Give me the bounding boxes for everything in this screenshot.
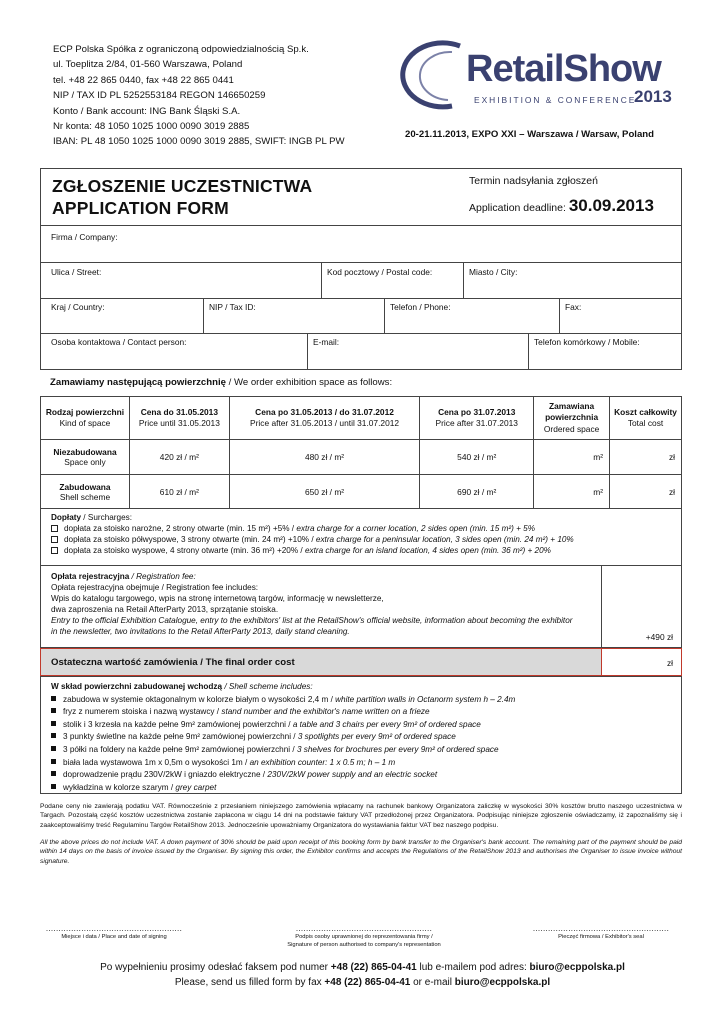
list-item	[51, 694, 671, 707]
surcharge-item	[51, 534, 671, 545]
order-heading-en: / We order exhibition space as follows:	[225, 377, 393, 388]
field-fax[interactable]: Fax:	[565, 302, 582, 312]
field-phone[interactable]: Telefon / Phone:	[390, 302, 451, 312]
bullet-icon	[51, 746, 56, 751]
ordered-space-input[interactable]: m²	[534, 475, 610, 509]
seal-label: Pieczęć firmowa / Exhibitor's seal	[558, 934, 644, 940]
header-ordered-en: Ordered space	[543, 423, 600, 434]
contact-grid	[40, 226, 682, 370]
registration-line: dwa zaproszenia na Retail AfterParty 2013, sprzątanie stoiska.	[51, 605, 279, 614]
shell-item-pl: stolik i 3 krzesła na każde pełne 9m² zamówionej powierzchni /	[63, 719, 293, 729]
shell-item-pl: doprowadzenie prądu 230V/2kW i gniazdo elektryczne /	[63, 770, 268, 780]
deadline-label-pl: Termin nadsyłania zgłoszeń	[469, 175, 598, 187]
list-item	[51, 731, 671, 744]
header-price1-pl: Cena do 31.05.2013	[140, 406, 218, 417]
header-price2-pl: Cena po 31.05.2013 / do 31.07.2012	[255, 406, 394, 417]
price-table-header	[41, 397, 682, 440]
header-price3-en: Price after 31.07.2013	[435, 418, 518, 428]
price-cell: 480 zł / m²	[229, 440, 420, 475]
signature-label-en: Signature of person authorised to company's representation	[287, 942, 441, 948]
row-kind-en: Shell scheme	[59, 491, 111, 502]
form-title-en: APPLICATION FORM	[52, 198, 229, 218]
surcharge-item	[51, 523, 671, 534]
surcharge-pl: dopłata za stoisko półwyspowe, 3 strony otwarte (min. 24 m²) +10% /	[64, 535, 316, 544]
footer-email[interactable]: biuro@ecppolska.pl	[454, 977, 551, 988]
field-tax-id[interactable]: NIP / Tax ID:	[209, 302, 256, 312]
total-cost-input[interactable]: zł	[610, 475, 682, 509]
shell-item-en: 230V/2kW power supply and an electric socket	[267, 770, 438, 780]
bullet-icon	[51, 721, 56, 726]
signature-place-date-label: Miejsce i data / Place and date of signing	[61, 934, 167, 940]
surcharge-checkbox[interactable]	[51, 525, 58, 532]
registration-fee-value: +490 zł	[645, 632, 673, 642]
list-item	[51, 719, 671, 732]
shell-scheme-section	[40, 676, 682, 794]
registration-title-pl: Opłata rejestracyjna	[51, 572, 130, 581]
list-item	[51, 706, 671, 719]
price-cell: 610 zł / m²	[129, 475, 229, 509]
surcharges-section	[40, 509, 682, 566]
signature-place-date[interactable]	[40, 925, 188, 941]
shell-item-en: grey carpet	[175, 782, 217, 792]
company-line: NIP / TAX ID PL 5252553184 REGON 146650259	[53, 90, 266, 102]
shell-item-pl: 3 punkty świetlne na każde pełne 9m² zamówionej powierzchni /	[63, 732, 298, 742]
price-table	[40, 396, 682, 509]
bullet-icon	[51, 733, 56, 738]
terms-note-pl: Podane ceny nie zawierają podatku VAT. Równocześnie z przesłaniem niniejszego zamówienia wpłacamy na rachunek bankowy Organizatora zaliczkę w wysokości 30% kosztów brutto naszego uczestnictwa w Targach. Pozostałą część kosztów uczestnictwa zostanie zapłacona w ciągu 14 dni na podstawie faktury VAT przedłożonej przez Organizatora. Podpisując niniejsze zgłoszenie oświadczamy, iż zapoznaliśmy się i zaakceptowaliśmy treść Regulaminu Targów RetailShow 2013. Jednocześnie upoważniamy Organizatora do wystawiania faktur VAT bez naszego podpisu.	[40, 803, 682, 829]
signature-label-pl: Podpis osoby uprawnionej do reprezentowania firmy /	[295, 934, 433, 940]
header-price3-pl: Cena po 31.07.2013	[438, 406, 516, 417]
list-item	[51, 769, 671, 782]
table-row	[41, 475, 682, 509]
list-item	[51, 782, 671, 795]
shell-item-en: white partition walls in Octanorm system h – 2.4m	[335, 694, 516, 704]
surcharge-checkbox[interactable]	[51, 547, 58, 554]
shell-item-en: 3 spotlights per every 9m² of ordered space	[297, 732, 456, 742]
header-price1-en: Price until 31.05.2013	[138, 418, 220, 428]
footer-text: Po wypełnieniu prosimy odesłać faksem pod numer	[100, 962, 331, 973]
form-title-pl: ZGŁOSZENIE UCZESTNICTWA	[52, 176, 313, 196]
field-email[interactable]: E-mail:	[313, 337, 340, 347]
signature-authorised[interactable]	[250, 925, 478, 949]
bullet-icon	[51, 784, 56, 789]
header-ordered-pl: Zamawiana powierzchnia	[545, 400, 599, 423]
row-kind-pl: Zabudowana	[59, 481, 111, 492]
shell-title-pl: W skład powierzchni zabudowanej wchodzą	[51, 682, 223, 691]
surcharge-checkbox[interactable]	[51, 536, 58, 543]
table-row	[41, 440, 682, 475]
registration-line-en: Entry to the official Exhibition Catalogue, entry to the exhibitors' list at the RetailShow's official website, information about becoming the exhibitor	[51, 616, 573, 625]
header-kind-en: Kind of space	[59, 418, 111, 428]
shell-item-pl: 3 półki na foldery na każde pełne 9m² zamówionej powierzchni /	[63, 744, 297, 754]
company-line: tel. +48 22 865 0440, fax +48 22 865 0441	[53, 74, 234, 86]
company-line: IBAN: PL 48 1050 1025 1000 0090 3019 2885, SWIFT: INGB PL PW	[53, 136, 345, 148]
footer-text: Please, send us filled form by fax	[174, 977, 325, 988]
signature-line: ......................................................	[45, 924, 183, 933]
shell-item-pl: zabudowa w systemie oktagonalnym w kolorze białym o wysokości 2,4 m /	[63, 694, 336, 704]
registration-line: Opłata rejestracyjna obejmuje / Registration fee includes:	[51, 583, 259, 592]
order-heading	[50, 377, 392, 388]
surcharge-en: extra charge for a corner location, 2 sides open (min. 15 m²) + 5%	[296, 524, 536, 533]
surcharge-pl: dopłata za stoisko narożne, 2 strony otwarte (min. 15 m²) +5% /	[64, 524, 297, 533]
company-line: ul. Toeplitza 2/84, 01-560 Warszawa, Poland	[53, 59, 243, 71]
registration-title-en: / Registration fee:	[129, 572, 196, 581]
header-kind-pl: Rodzaj powierzchni	[45, 406, 125, 417]
registration-section	[40, 566, 682, 648]
registration-line: Wpis do katalogu targowego, wpis na stronę internetową targów, informację w newsletterze,	[51, 594, 384, 603]
bullet-icon	[51, 759, 56, 764]
shell-item-pl: wykładzina w kolorze szarym /	[63, 782, 176, 792]
order-heading-pl: Zamawiamy następującą powierzchnię	[50, 377, 226, 388]
company-line: ECP Polska Spółka z ograniczoną odpowiedzialnością Sp.k.	[53, 44, 309, 55]
shell-item-en: a table and 3 chairs per every 9m² of ordered space	[292, 719, 481, 729]
field-country[interactable]: Kraj / Country:	[51, 302, 105, 312]
signature-line: ......................................................	[532, 924, 670, 933]
field-street[interactable]: Ulica / Street:	[51, 267, 102, 277]
final-cost-label: Ostateczna wartość zamówienia / The final order cost	[51, 657, 295, 668]
field-postal-code[interactable]: Kod pocztowy / Postal code:	[327, 267, 433, 277]
surcharge-en: extra charge for an island location, 4 sides open (min. 36 m²) + 20%	[304, 546, 551, 555]
ordered-space-input[interactable]: m²	[534, 440, 610, 475]
footer-text: lub e-mailem pod adres:	[416, 962, 530, 973]
header-price2-en: Price after 31.05.2013 / until 31.07.2012	[250, 418, 400, 428]
shell-item-en: an exhibition counter: 1 x 0.5 m; h – 1 m	[249, 757, 396, 767]
footer-fax: +48 (22) 865-04-41	[330, 962, 417, 973]
deadline-date: 30.09.2013	[568, 196, 654, 215]
shell-item-en: stand number and the exhibitor's name written on a frieze	[221, 707, 430, 717]
bullet-icon	[51, 708, 56, 713]
footer-line-en	[0, 977, 725, 988]
price-cell: 690 zł / m²	[420, 475, 534, 509]
signature-line: ......................................................	[295, 924, 433, 933]
list-item	[51, 757, 671, 770]
deadline-label-en: Application deadline:	[469, 202, 569, 214]
surcharge-item	[51, 545, 671, 556]
signature-seal[interactable]	[520, 925, 682, 941]
field-contact-person[interactable]: Osoba kontaktowa / Contact person:	[51, 337, 187, 347]
shell-item-pl: biała lada wystawowa 1m x 0,5m o wysokości 1m /	[63, 757, 250, 767]
bullet-icon	[51, 771, 56, 776]
price-cell: 650 zł / m²	[229, 475, 420, 509]
logo-name: RetailShow	[466, 48, 661, 90]
shell-title-en: / Shell scheme includes:	[222, 682, 313, 691]
shell-item-pl: fryz z numerem stoiska i nazwą wystawcy /	[63, 707, 222, 717]
form-title	[52, 175, 312, 219]
final-cost-row	[40, 648, 682, 676]
company-line: Nr konta: 48 1050 1025 1000 0090 3019 2885	[53, 121, 250, 133]
price-cell: 420 zł / m²	[129, 440, 229, 475]
shell-item-en: 3 shelves for brochures per every 9m² of ordered space	[296, 744, 499, 754]
surcharges-title-pl: Dopłaty	[51, 513, 82, 522]
footer-line-pl	[0, 962, 725, 973]
registration-line-en: in the newsletter, two invitations to the Retail AfterParty 2013, daily stand cleaning.	[51, 627, 350, 636]
retailshow-logo	[392, 40, 687, 110]
final-cost-input[interactable]: zł	[666, 658, 673, 668]
logo-year: 2013	[634, 87, 672, 106]
terms-note-en: All the above prices do not include VAT. A down payment of 30% should be paid upon receipt of this booking form by bank transfer to the Organiser's bank account. The remaining part of the payment should be paid within 14 days on the basis of invoice issued by the Organiser. By signing this order, the Exhibitor confirms and accepts the Regulations of the RetailShow 2013 and authorises the Organiser to issue invoice without signature.	[40, 839, 682, 865]
field-company[interactable]: Firma / Company:	[51, 232, 118, 242]
footer-fax: +48 (22) 865-04-41	[324, 977, 411, 988]
deadline	[469, 196, 654, 216]
row-kind-pl: Niezabudowana	[53, 447, 117, 457]
field-mobile[interactable]: Telefon komórkowy / Mobile:	[534, 337, 640, 347]
footer-text: or e-mail	[410, 977, 455, 988]
surcharge-pl: dopłata za stoisko wyspowe, 4 strony otwarte (min. 36 m²) +20% /	[64, 546, 305, 555]
logo-subtitle: EXHIBITION & CONFERENCE	[474, 95, 637, 105]
price-cell: 540 zł / m²	[420, 440, 534, 475]
event-info: 20-21.11.2013, EXPO XXI – Warszawa / Warsaw, Poland	[405, 129, 655, 140]
bullet-icon	[51, 696, 56, 701]
header-total-en: Total cost	[627, 418, 664, 428]
header-total-pl: Koszt całkowity	[614, 406, 677, 417]
list-item	[51, 744, 671, 757]
surcharge-en: extra charge for a peninsular location, 3 sides open (min. 24 m²) + 10%	[315, 535, 574, 544]
total-cost-input[interactable]: zł	[610, 440, 682, 475]
company-line: Konto / Bank account: ING Bank Śląski S.A.	[53, 105, 241, 117]
company-info	[53, 42, 345, 150]
surcharges-title-en: / Surcharges:	[81, 513, 132, 522]
field-city[interactable]: Miasto / City:	[469, 267, 518, 277]
row-kind-en: Space only	[64, 457, 106, 467]
footer-email[interactable]: biuro@ecppolska.pl	[529, 962, 625, 973]
